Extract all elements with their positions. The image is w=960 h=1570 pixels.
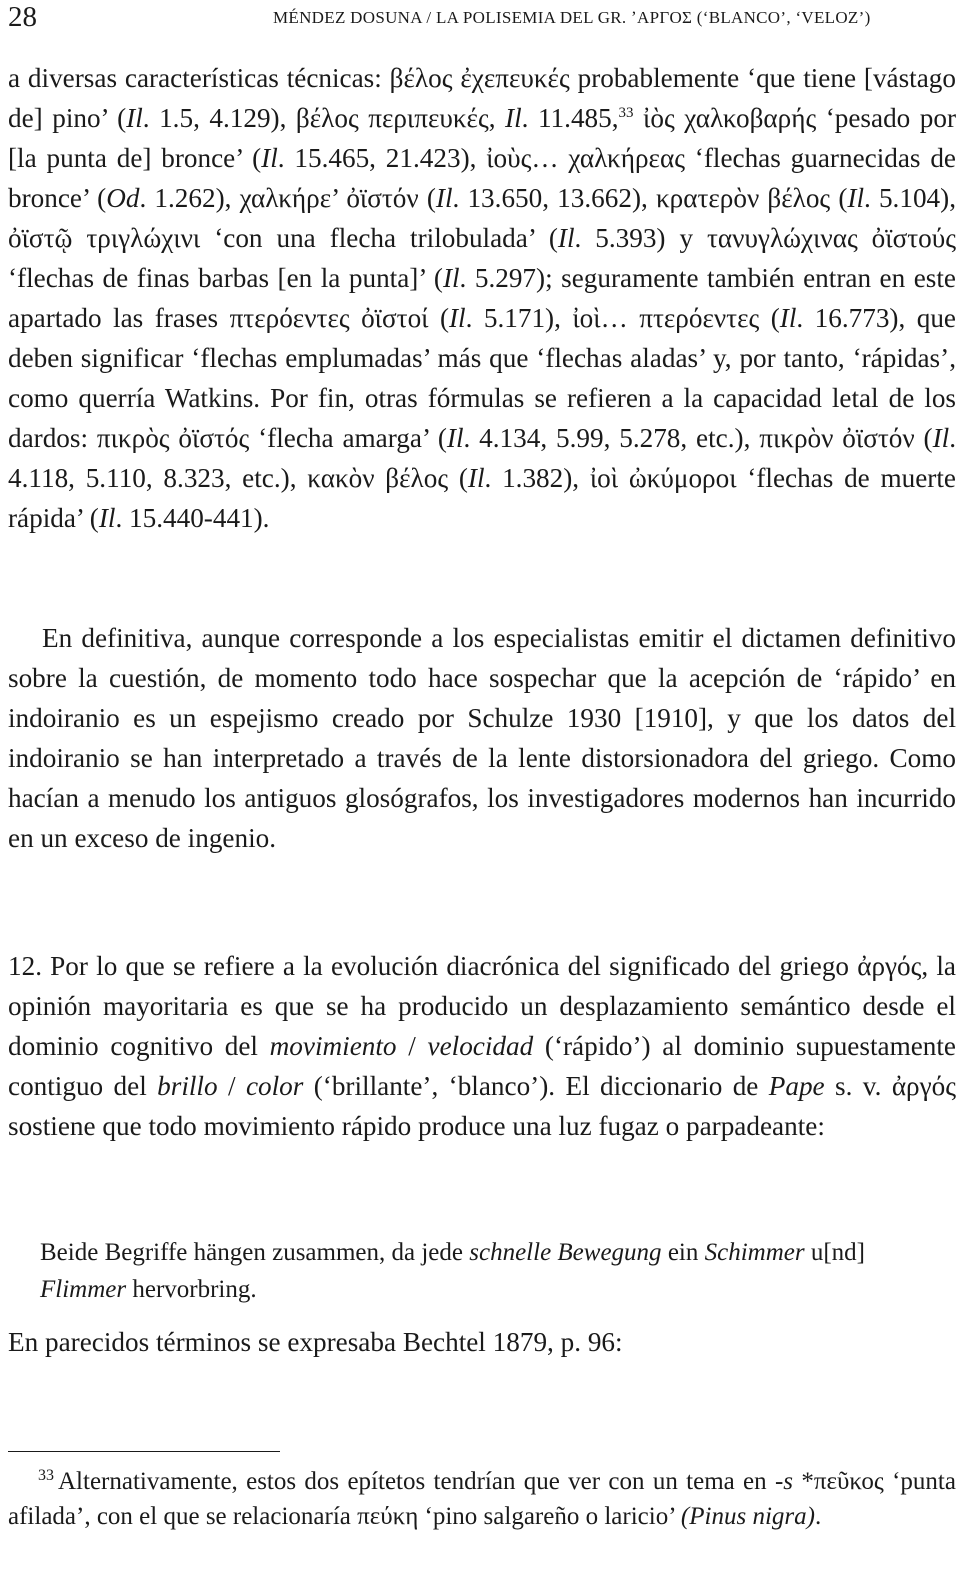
footnote-divider	[8, 1451, 280, 1452]
text-run: s. v. ἀργός sostiene que todo movimiento rápido produce una luz fugaz o parpadeante:	[8, 1071, 957, 1141]
text-run: . 1.382), ἰοὶ ὠκύμοροι ‘flechas de muerte rápida’ (	[8, 463, 956, 533]
paragraph-4: En parecidos términos se expresaba Bechtel 1879, p. 96:	[8, 1327, 623, 1357]
text-run: . 5.393) y τανυγλώχινας ὀϊστούς ‘flechas de finas barbas [en la punta]’ (	[8, 223, 956, 293]
paragraph-3-section-12	[8, 946, 956, 1146]
text-run: . 5.297); seguramente también entran en este apartado las frases πτερόεντες ὀϊστοί (	[8, 263, 956, 333]
paragraph-1	[8, 58, 956, 538]
text-run: . 1.5, 4.129), βέλος περιπευκές,	[142, 103, 506, 133]
text-run: . 4.134, 5.99, 5.278, etc.), πικρὸν ὀϊστόν (	[463, 423, 933, 453]
emphasis: brillo	[157, 1071, 218, 1101]
block-quote	[40, 1234, 956, 1308]
emphasis: Flimmer	[40, 1276, 127, 1303]
citation-iliad: Il	[446, 423, 464, 453]
text-run: (‘rápido’) al dominio supuestamente contiguo del	[8, 1031, 956, 1101]
text-run: . 15.440-441).	[115, 503, 270, 533]
text-run: . 16.773), que deben significar ‘flechas emplumadas’ más que ‘flechas aladas’ y, por tanto, ‘rápidas’, como querría Watkins. Por fin, otras fórmulas se refieren a la capacidad letal de los dardos: πικρὸς ὀϊστός ‘flecha amarga’ (	[8, 303, 956, 453]
text-run: . 4.118, 5.110, 8.323, etc.), κακὸν βέλος (	[8, 423, 956, 493]
emphasis: movimiento	[269, 1031, 397, 1061]
emphasis: Schimmer	[704, 1239, 805, 1266]
citation-iliad: Il	[505, 103, 522, 133]
paragraph-2: En definitiva, aunque corresponde a los especialistas emitir el dictamen definitivo sobre la cuestión, de momento todo hace sospechar que la acepción de ‘rápido’ en indoiranio es un espejismo creado por Schulze 1930 [1910], y que los datos del indoiranio se han interpretado a través de la lente distorsionadora del griego. Como hacían a menudo los antiguos glosógrafos, los investigadores modernos han incurrido en un exceso de ingenio.	[8, 623, 956, 853]
page-number: 28	[8, 1, 37, 33]
text-run: (‘brillante’, ‘blanco’). El diccionario de	[303, 1071, 769, 1101]
text-run: . 13.650, 13.662), κρατερὸν βέλος (	[452, 183, 848, 213]
emphasis: -s	[774, 1468, 794, 1495]
citation-iliad: Il	[442, 263, 460, 293]
citation-odyssey: Od	[106, 183, 140, 213]
text-run: a diversas características técnicas: βέλος ἐχεπευκές probablemente ‘que tiene [vástago de] pino’ (	[8, 63, 956, 133]
citation-iliad: Il	[435, 183, 453, 213]
citation-iliad: Il	[557, 223, 575, 253]
text-run: .	[814, 1503, 822, 1530]
emphasis: velocidad	[427, 1031, 534, 1061]
running-head: MÉNDEZ DOSUNA / LA POLISEMIA DEL GR. ʼΑΡΓΟΣ (‘BLANCO’, ‘VELOZ’)	[273, 8, 871, 27]
text-run: ein	[661, 1239, 705, 1266]
citation-iliad: Il	[98, 503, 116, 533]
text-run: /	[217, 1071, 246, 1101]
citation-iliad: Il	[847, 183, 865, 213]
emphasis: schnelle Bewegung	[469, 1239, 662, 1266]
emphasis-title: Pape	[768, 1071, 825, 1101]
footnote-33	[8, 1464, 956, 1534]
page-header	[8, 0, 956, 40]
text-run: . 1.262), χαλκήρε’ ὀϊστόν (	[139, 183, 436, 213]
book-page	[8, 0, 956, 1570]
text-run: u[nd]	[804, 1239, 865, 1266]
footnote-number: 33	[38, 1467, 54, 1484]
citation-iliad: Il	[449, 303, 466, 333]
citation-iliad: Il	[779, 303, 797, 333]
text-run: . 5.171), ἰοὶ… πτερόεντες (	[465, 303, 780, 333]
text-run: hervorbring.	[126, 1276, 257, 1303]
text-run: *πεῦκος ‘punta afilada’, con el que se relacionaría πεύκη ‘pino salgareño o laricio’	[8, 1468, 956, 1530]
emphasis: color	[245, 1071, 304, 1101]
text-run: . 11.485,	[521, 103, 619, 133]
text-run: 12. Por lo que se refiere a la evolución diacrónica del significado del griego ἀργός, la opinión mayoritaria es que se ha producido un desplazamiento semántico desde el dominio cognitivo del	[8, 951, 956, 1061]
text-run: . 5.104), ὀϊστῷ τριγλώχινι ‘con una flecha trilobulada’ (	[8, 183, 956, 253]
footnote-reference[interactable]: 33	[618, 105, 634, 121]
citation-iliad: Il	[932, 423, 950, 453]
text-run: Beide Begriffe hängen zusammen, da jede	[40, 1239, 470, 1266]
text-run: /	[396, 1031, 428, 1061]
text-run: . 15.465, 21.423), ἰοὺς… χαλκήρεας ‘flechas guarnecidas de bronce’ (	[8, 143, 956, 213]
text-run: Alternativamente, estos dos epítetos tendrían que ver con un tema en	[58, 1468, 775, 1495]
citation-iliad: Il	[467, 463, 485, 493]
text-run: ἰὸς χαλκοβαρής ‘pesado por [la punta de] bronce’ (	[8, 103, 957, 173]
citation-iliad: Il	[126, 103, 143, 133]
emphasis-species: (Pinus nigra)	[680, 1503, 815, 1530]
citation-iliad: Il	[261, 143, 278, 173]
